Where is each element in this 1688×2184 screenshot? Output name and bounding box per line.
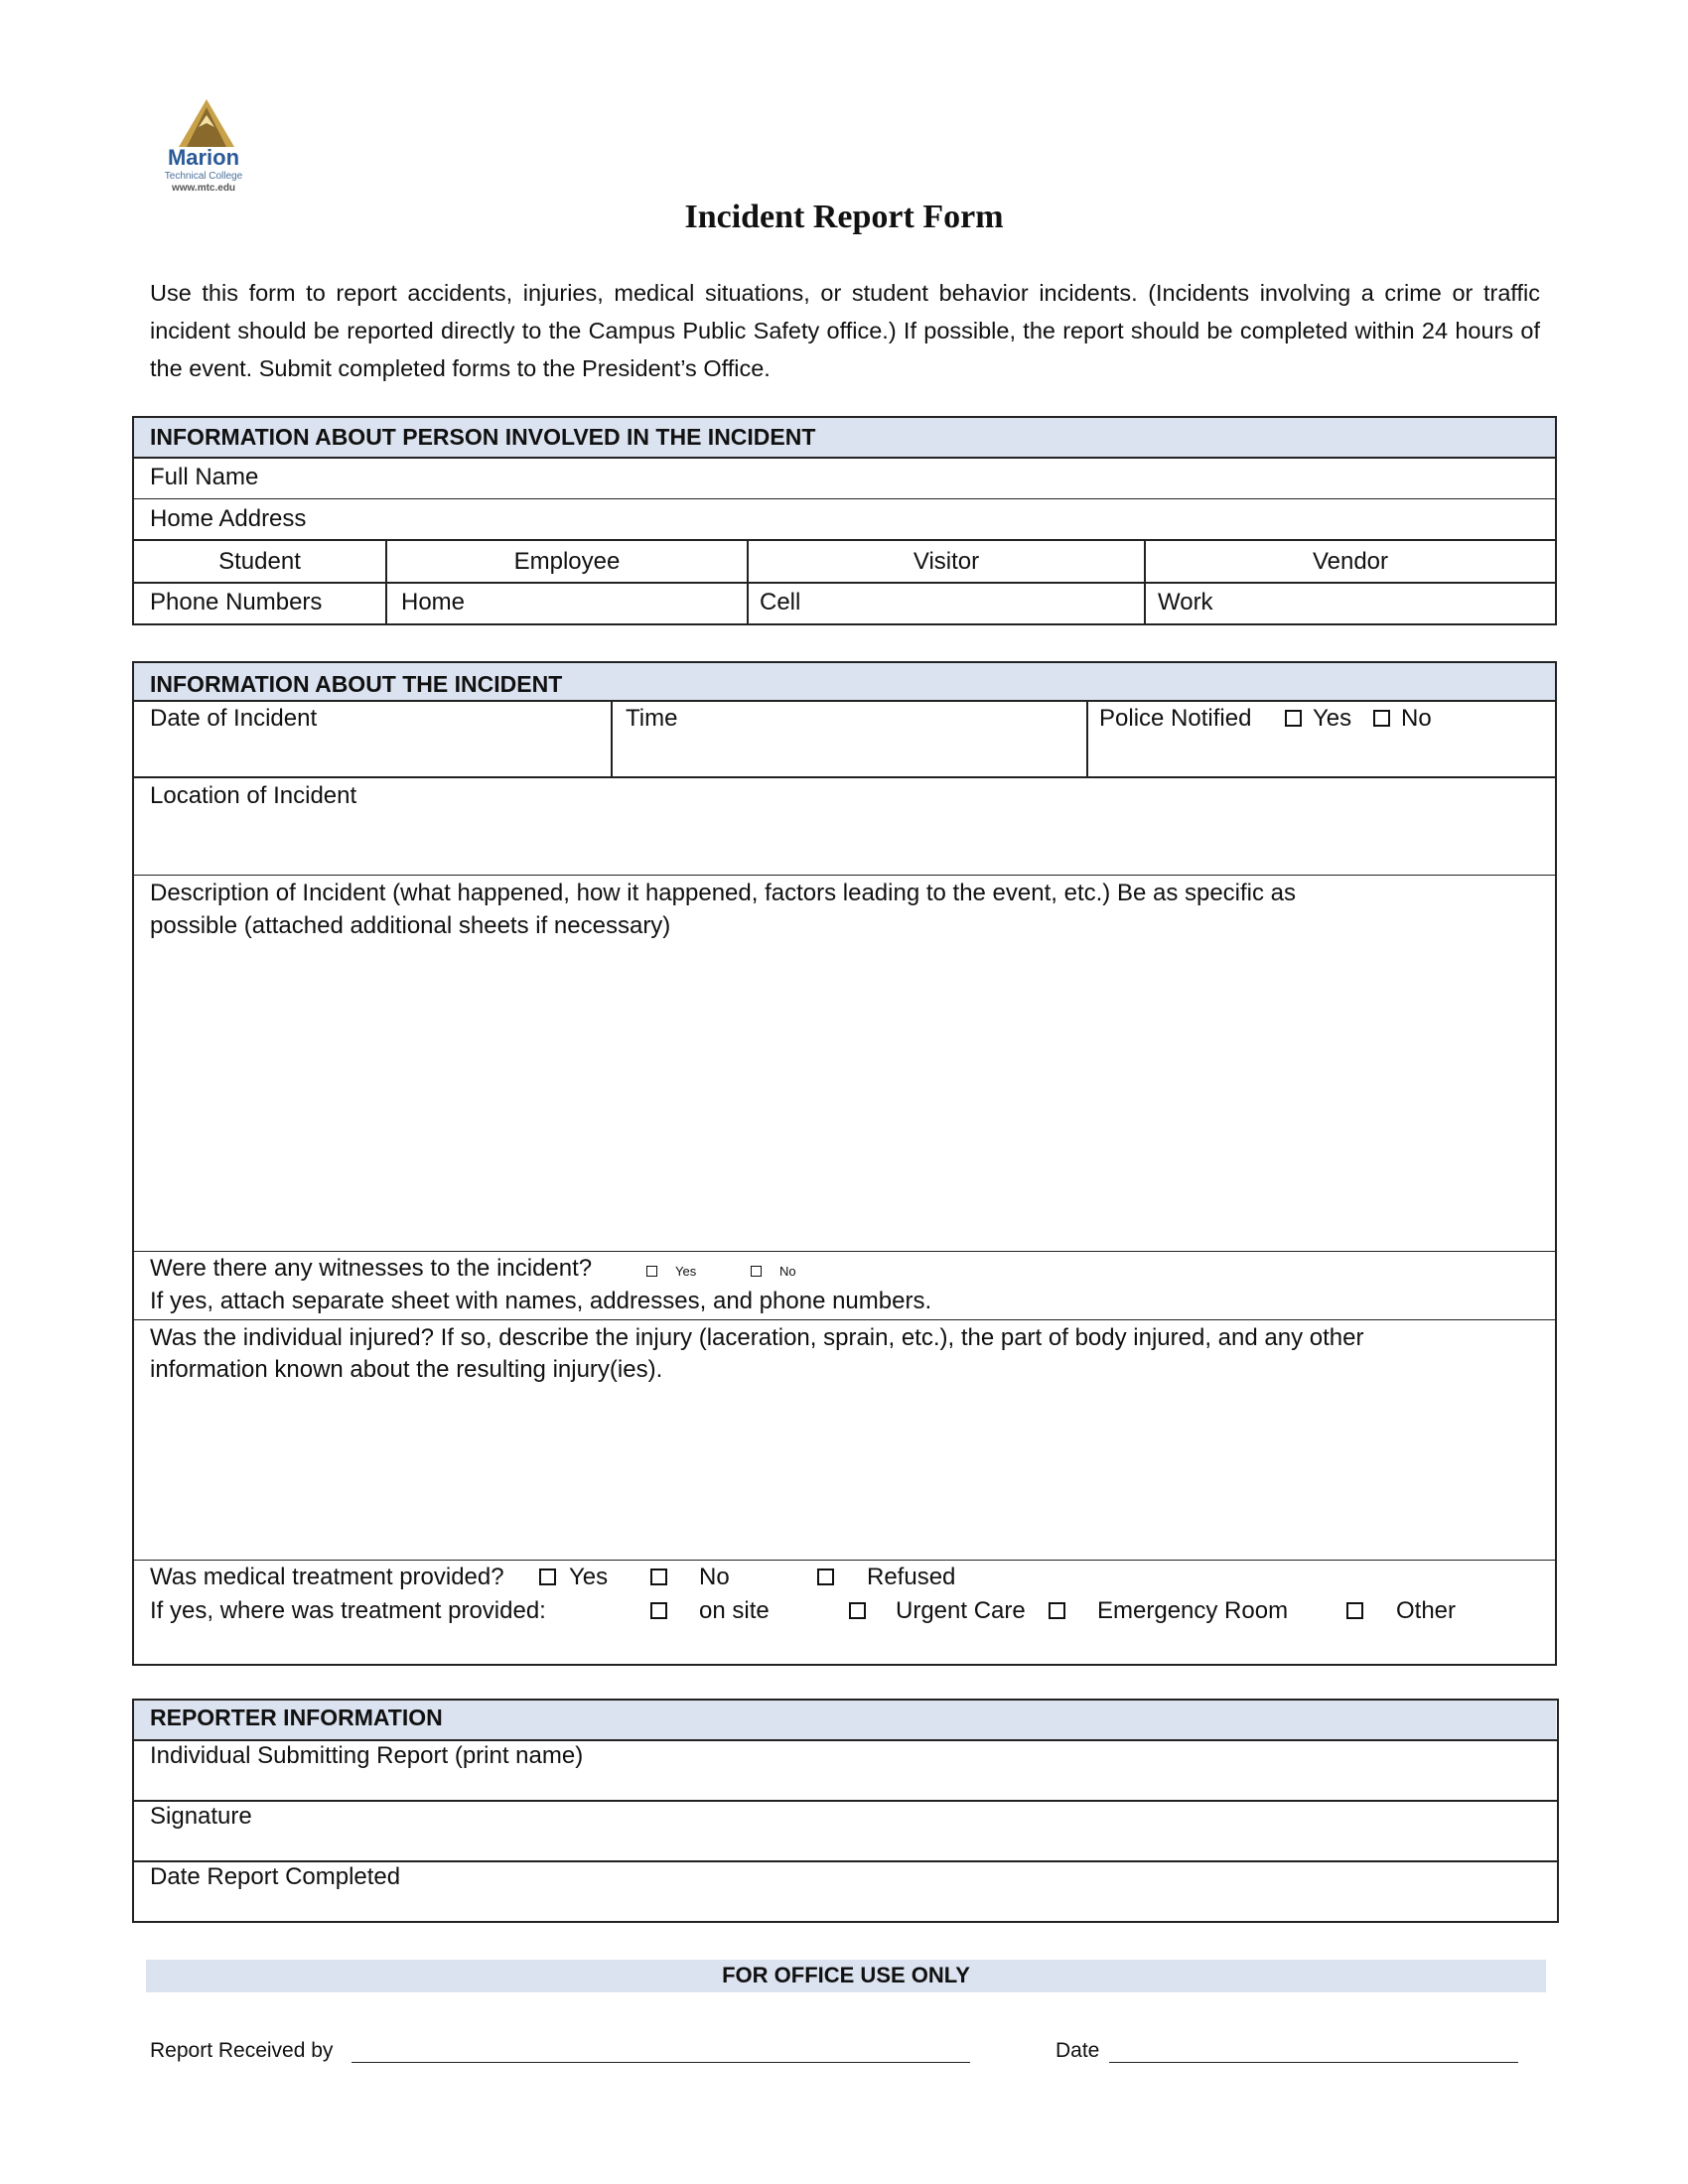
signature-label[interactable]: Signature xyxy=(150,1803,252,1830)
location-label[interactable]: Location of Incident xyxy=(150,782,357,809)
phone-numbers-label: Phone Numbers xyxy=(150,589,323,615)
logo-url: www.mtc.edu xyxy=(171,183,236,194)
police-yes-label: Yes xyxy=(1313,705,1352,732)
type-employee[interactable]: Employee xyxy=(513,548,621,575)
police-no-checkbox[interactable] xyxy=(1373,710,1390,727)
reporter-section-header: REPORTER INFORMATION xyxy=(150,1705,443,1730)
treatment-yes-checkbox[interactable] xyxy=(539,1569,556,1585)
injury-label-line1[interactable]: Was the individual injured? If so, describe the injury (laceration, sprain, etc.), the part of body injured, and any other xyxy=(150,1324,1364,1351)
treatment-no-checkbox[interactable] xyxy=(650,1569,667,1585)
college-logo xyxy=(149,97,258,197)
where-onsite-checkbox[interactable] xyxy=(650,1602,667,1619)
person-section-header: INFORMATION ABOUT PERSON INVOLVED IN THE INCIDENT xyxy=(150,424,816,450)
logo-subtitle: Technical College xyxy=(164,171,243,182)
where-urgent-care-checkbox[interactable] xyxy=(849,1602,866,1619)
date-completed-label[interactable]: Date Report Completed xyxy=(150,1863,401,1890)
where-urgent-care-label: Urgent Care xyxy=(896,1597,1026,1624)
treatment-refused-checkbox[interactable] xyxy=(817,1569,834,1585)
witness-question: Were there any witnesses to the incident? xyxy=(150,1255,593,1282)
logo-name: Marion xyxy=(167,145,240,170)
description-label-line2: possible (attached additional sheets if necessary) xyxy=(150,912,671,939)
police-yes-checkbox[interactable] xyxy=(1285,710,1302,727)
treatment-no-label: No xyxy=(699,1564,730,1590)
reporter-name-label[interactable]: Individual Submitting Report (print name) xyxy=(150,1742,584,1769)
date-of-incident-label[interactable]: Date of Incident xyxy=(150,705,318,732)
office-use-header: FOR OFFICE USE ONLY xyxy=(722,1963,970,1987)
incident-section-header: INFORMATION ABOUT THE INCIDENT xyxy=(150,671,563,697)
full-name-label[interactable]: Full Name xyxy=(150,464,259,490)
time-label[interactable]: Time xyxy=(626,705,678,732)
injury-label-line2: information known about the resulting injury(ies). xyxy=(150,1356,663,1383)
witness-note: If yes, attach separate sheet with names, addresses, and phone numbers. xyxy=(150,1288,932,1314)
office-date-field[interactable] xyxy=(1109,2062,1518,2063)
phone-home-field[interactable]: Home xyxy=(401,589,466,615)
where-question: If yes, where was treatment provided: xyxy=(150,1597,546,1624)
where-emergency-room-label: Emergency Room xyxy=(1097,1597,1289,1624)
where-emergency-room-checkbox[interactable] xyxy=(1049,1602,1065,1619)
where-onsite-label: on site xyxy=(699,1597,770,1624)
office-date-label: Date xyxy=(1055,2039,1100,2062)
home-address-label[interactable]: Home Address xyxy=(150,505,307,532)
where-other-label: Other xyxy=(1396,1597,1457,1624)
type-visitor[interactable]: Visitor xyxy=(913,548,980,575)
police-no-label: No xyxy=(1401,705,1432,732)
phone-work-field[interactable]: Work xyxy=(1158,589,1213,615)
police-notified-label: Police Notified xyxy=(1099,705,1252,732)
description-label-line1[interactable]: Description of Incident (what happened, how it happened, factors leading to the event, etc.) Be as specific as xyxy=(150,880,1297,906)
type-student[interactable]: Student xyxy=(218,548,301,575)
page-title: Incident Report Form xyxy=(684,199,1004,235)
treatment-question: Was medical treatment provided? xyxy=(150,1564,504,1590)
received-by-label: Report Received by xyxy=(150,2039,334,2062)
witness-no-checkbox[interactable] xyxy=(751,1266,762,1277)
treatment-yes-label: Yes xyxy=(569,1564,609,1590)
type-vendor[interactable]: Vendor xyxy=(1312,548,1389,575)
mountain-logo-icon xyxy=(177,97,236,149)
witness-yes-label: Yes xyxy=(675,1264,697,1279)
phone-cell-field[interactable]: Cell xyxy=(760,589,801,615)
witness-no-label: No xyxy=(779,1264,796,1279)
received-by-field[interactable] xyxy=(352,2062,970,2063)
treatment-refused-label: Refused xyxy=(867,1564,956,1590)
intro-paragraph: Use this form to report accidents, injuries, medical situations, or student behavior incidents. (Incidents involving a crime or traffic incident should be reported directly to the Campus Public Safety office.) If possible, the report should be completed within 24 hours of the event. Submit completed forms to the President’s Office. xyxy=(150,280,1540,381)
where-other-checkbox[interactable] xyxy=(1346,1602,1363,1619)
witness-yes-checkbox[interactable] xyxy=(646,1266,657,1277)
